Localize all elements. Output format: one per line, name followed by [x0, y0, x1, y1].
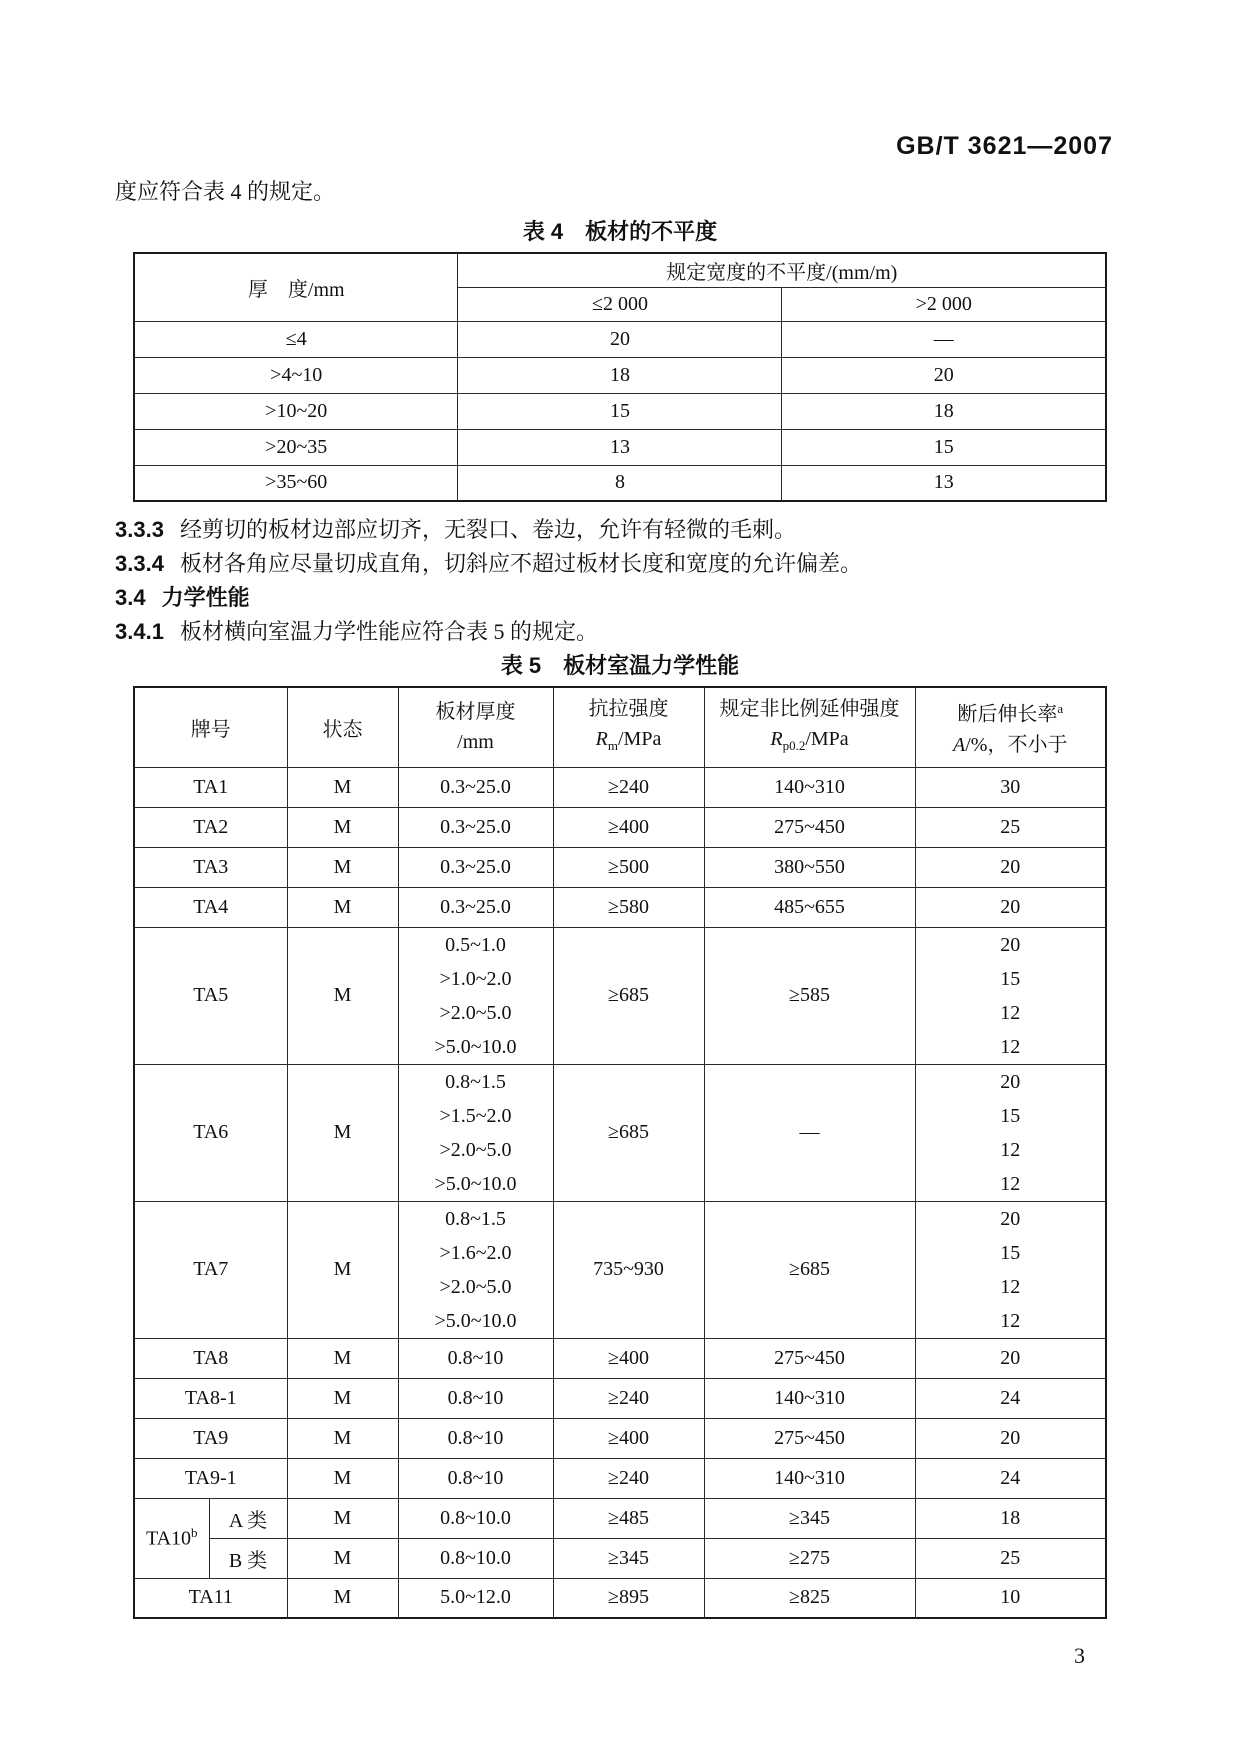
table-row	[134, 429, 1106, 465]
cell-grade: TA8	[134, 1338, 287, 1378]
clause-heading: 力学性能	[161, 585, 250, 610]
cell-state: M	[287, 1378, 398, 1418]
cell-thickness: 5.0~12.0	[398, 1578, 553, 1618]
cell-rp02: 140~310	[704, 1458, 915, 1498]
intro-text: 度应符合表 4 的规定。	[115, 179, 336, 204]
table4-header-row-1	[134, 253, 1106, 287]
cell-elongation: 30	[915, 767, 1106, 807]
cell-rm: ≥400	[553, 1338, 704, 1378]
cell-rm: ≥485	[553, 1498, 704, 1538]
table4-group-header: 规定宽度的不平度/(mm/m)	[458, 253, 1106, 287]
header-elongation	[915, 687, 1106, 767]
cell-thickness: 0.5~1.0 >1.0~2.0 >2.0~5.0 >5.0~10.0	[398, 927, 553, 1064]
mechanical-properties-table	[133, 686, 1107, 1619]
table5-title: 表 5 板材室温力学性能	[500, 653, 740, 678]
cell-grade: TA6	[134, 1064, 287, 1201]
cell-rm: ≥240	[553, 767, 704, 807]
table-row	[134, 1378, 1106, 1418]
cell-thickness: 0.3~25.0	[398, 847, 553, 887]
cell-thickness: 0.3~25.0	[398, 807, 553, 847]
table-row	[134, 1538, 1106, 1578]
cell-thickness: >4~10	[134, 357, 458, 393]
header-tensile	[553, 687, 704, 767]
cell-grade: TA8-1	[134, 1378, 287, 1418]
page-number: 3	[1074, 1643, 1085, 1668]
table4-subheader-gt2000: >2 000	[782, 287, 1106, 321]
table-row	[134, 1498, 1106, 1538]
table-row	[134, 927, 1106, 1064]
cell-gt2000: 13	[782, 465, 1106, 501]
cell-rm: 735~930	[553, 1201, 704, 1338]
cell-rp02: 485~655	[704, 887, 915, 927]
cell-elongation: 20 15 12 12	[915, 1064, 1106, 1201]
flatness-table	[133, 252, 1107, 502]
cell-grade: TA9-1	[134, 1458, 287, 1498]
cell-rp02: 140~310	[704, 1378, 915, 1418]
cell-rp02: 140~310	[704, 767, 915, 807]
cell-thickness: 0.8~10.0	[398, 1498, 553, 1538]
cell-rp02: ≥585	[704, 927, 915, 1064]
cell-elongation: 20 15 12 12	[915, 927, 1106, 1064]
cell-thickness: 0.3~25.0	[398, 767, 553, 807]
table-row	[134, 1578, 1106, 1618]
cell-state: M	[287, 1538, 398, 1578]
table-row	[134, 357, 1106, 393]
cell-state: M	[287, 1338, 398, 1378]
cell-rp02: 275~450	[704, 1418, 915, 1458]
cell-thickness: 0.8~1.5 >1.5~2.0 >2.0~5.0 >5.0~10.0	[398, 1064, 553, 1201]
cell-state: M	[287, 927, 398, 1064]
header-thickness	[398, 687, 553, 767]
cell-rm: ≥240	[553, 1378, 704, 1418]
clause-3-3-4	[115, 550, 1125, 578]
header-thickness-line1: 板材厚度	[435, 701, 516, 724]
cell-rm: ≥240	[553, 1458, 704, 1498]
clause-number: 3.4.1	[115, 619, 164, 644]
cell-grade: TA1	[134, 767, 287, 807]
clause-3-4-1	[115, 618, 1125, 646]
standard-code: GB/T 3621—2007	[896, 132, 1113, 160]
cell-elongation: 20	[915, 887, 1106, 927]
cell-rp02: ≥685	[704, 1201, 915, 1338]
cell-elongation: 20	[915, 847, 1106, 887]
cell-gt2000: 15	[782, 429, 1106, 465]
cell-grade: TA9	[134, 1418, 287, 1458]
clause-text: 经剪切的板材边部应切齐，无裂口、卷边，允许有轻微的毛刺。	[179, 517, 796, 542]
cell-le2000: 18	[458, 357, 782, 393]
table4-title: 表 4 板材的不平度	[522, 219, 718, 244]
cell-le2000: 20	[458, 321, 782, 357]
clause-3-4	[115, 584, 1125, 612]
cell-state: M	[287, 1498, 398, 1538]
cell-state: M	[287, 1578, 398, 1618]
table-row	[134, 887, 1106, 927]
cell-elongation: 20	[915, 1338, 1106, 1378]
cell-grade: TA11	[134, 1578, 287, 1618]
table-row	[134, 321, 1106, 357]
clause-number: 3.3.3	[115, 517, 164, 542]
cell-le2000: 15	[458, 393, 782, 429]
table4-subheader-le2000: ≤2 000	[458, 287, 782, 321]
cell-thickness: 0.8~10	[398, 1458, 553, 1498]
cell-thickness: 0.8~10	[398, 1418, 553, 1458]
cell-grade: TA5	[134, 927, 287, 1064]
cell-state: M	[287, 887, 398, 927]
table-row	[134, 1418, 1106, 1458]
clause-number: 3.4	[115, 585, 146, 610]
cell-grade-ta10: TA10$^b$	[134, 1498, 209, 1578]
cell-rm: ≥400	[553, 1418, 704, 1458]
cell-elongation: 10	[915, 1578, 1106, 1618]
cell-elongation: 20 15 12 12	[915, 1201, 1106, 1338]
table-row	[134, 1064, 1106, 1201]
table-row	[134, 1338, 1106, 1378]
header-yield	[704, 687, 915, 767]
cell-state: M	[287, 1418, 398, 1458]
table-row	[134, 1201, 1106, 1338]
cell-rp02: —	[704, 1064, 915, 1201]
header-grade: 牌号	[134, 687, 287, 767]
header-tensile-line2: $R_m$/MPa	[595, 727, 662, 753]
cell-state: M	[287, 1201, 398, 1338]
table-row	[134, 847, 1106, 887]
cell-rp02: 380~550	[704, 847, 915, 887]
cell-rp02: 275~450	[704, 807, 915, 847]
cell-thickness: 0.8~1.5 >1.6~2.0 >2.0~5.0 >5.0~10.0	[398, 1201, 553, 1338]
cell-thickness: ≤4	[134, 321, 458, 357]
cell-rp02: ≥825	[704, 1578, 915, 1618]
cell-rm: ≥500	[553, 847, 704, 887]
cell-grade: TA2	[134, 807, 287, 847]
cell-elongation: 25	[915, 807, 1106, 847]
table5-header-row	[134, 687, 1106, 767]
clause-number: 3.3.4	[115, 551, 164, 576]
cell-elongation: 18	[915, 1498, 1106, 1538]
cell-state: M	[287, 1458, 398, 1498]
cell-gt2000: 18	[782, 393, 1106, 429]
cell-thickness: 0.8~10.0	[398, 1538, 553, 1578]
cell-state: M	[287, 767, 398, 807]
cell-thickness: >20~35	[134, 429, 458, 465]
cell-grade: TA4	[134, 887, 287, 927]
cell-rm: ≥895	[553, 1578, 704, 1618]
cell-state: M	[287, 847, 398, 887]
header-thickness-line2: /mm	[457, 731, 494, 754]
cell-class: A 类	[209, 1498, 287, 1538]
header-elongation-line1: 断后伸长率$^a$	[957, 701, 1064, 727]
cell-class: B 类	[209, 1538, 287, 1578]
cell-rm: ≥685	[553, 927, 704, 1064]
cell-rp02: ≥275	[704, 1538, 915, 1578]
cell-rm: ≥580	[553, 887, 704, 927]
cell-grade: TA7	[134, 1201, 287, 1338]
cell-gt2000: —	[782, 321, 1106, 357]
cell-thickness: 0.8~10	[398, 1338, 553, 1378]
cell-elongation: 25	[915, 1538, 1106, 1578]
table-row	[134, 393, 1106, 429]
cell-rm: ≥400	[553, 807, 704, 847]
cell-le2000: 8	[458, 465, 782, 501]
cell-elongation: 20	[915, 1418, 1106, 1458]
header-state: 状态	[287, 687, 398, 767]
header-yield-line2: $R_{p0.2}$/MPa	[770, 727, 849, 753]
cell-elongation: 24	[915, 1378, 1106, 1418]
table-row	[134, 465, 1106, 501]
table-row	[134, 807, 1106, 847]
cell-thickness: 0.8~10	[398, 1378, 553, 1418]
cell-thickness: 0.3~25.0	[398, 887, 553, 927]
cell-le2000: 13	[458, 429, 782, 465]
clause-3-3-3	[115, 516, 1125, 544]
cell-grade: TA3	[134, 847, 287, 887]
table4-thickness-header: 厚 度/mm	[134, 253, 458, 321]
cell-rm: ≥345	[553, 1538, 704, 1578]
table-row	[134, 1458, 1106, 1498]
clause-text: 板材横向室温力学性能应符合表 5 的规定。	[179, 619, 598, 644]
cell-state: M	[287, 807, 398, 847]
header-elongation-line2: A/%，不小于	[953, 734, 1068, 757]
cell-rp02: 275~450	[704, 1338, 915, 1378]
cell-thickness: >35~60	[134, 465, 458, 501]
cell-rp02: ≥345	[704, 1498, 915, 1538]
cell-state: M	[287, 1064, 398, 1201]
cell-thickness: >10~20	[134, 393, 458, 429]
table-row	[134, 767, 1106, 807]
header-yield-line1: 规定非比例延伸强度	[719, 697, 900, 720]
clause-text: 板材各角应尽量切成直角，切斜应不超过板材长度和宽度的允许偏差。	[179, 551, 862, 576]
cell-gt2000: 20	[782, 357, 1106, 393]
cell-rm: ≥685	[553, 1064, 704, 1201]
header-tensile-line1: 抗拉强度	[588, 697, 669, 720]
cell-elongation: 24	[915, 1458, 1106, 1498]
